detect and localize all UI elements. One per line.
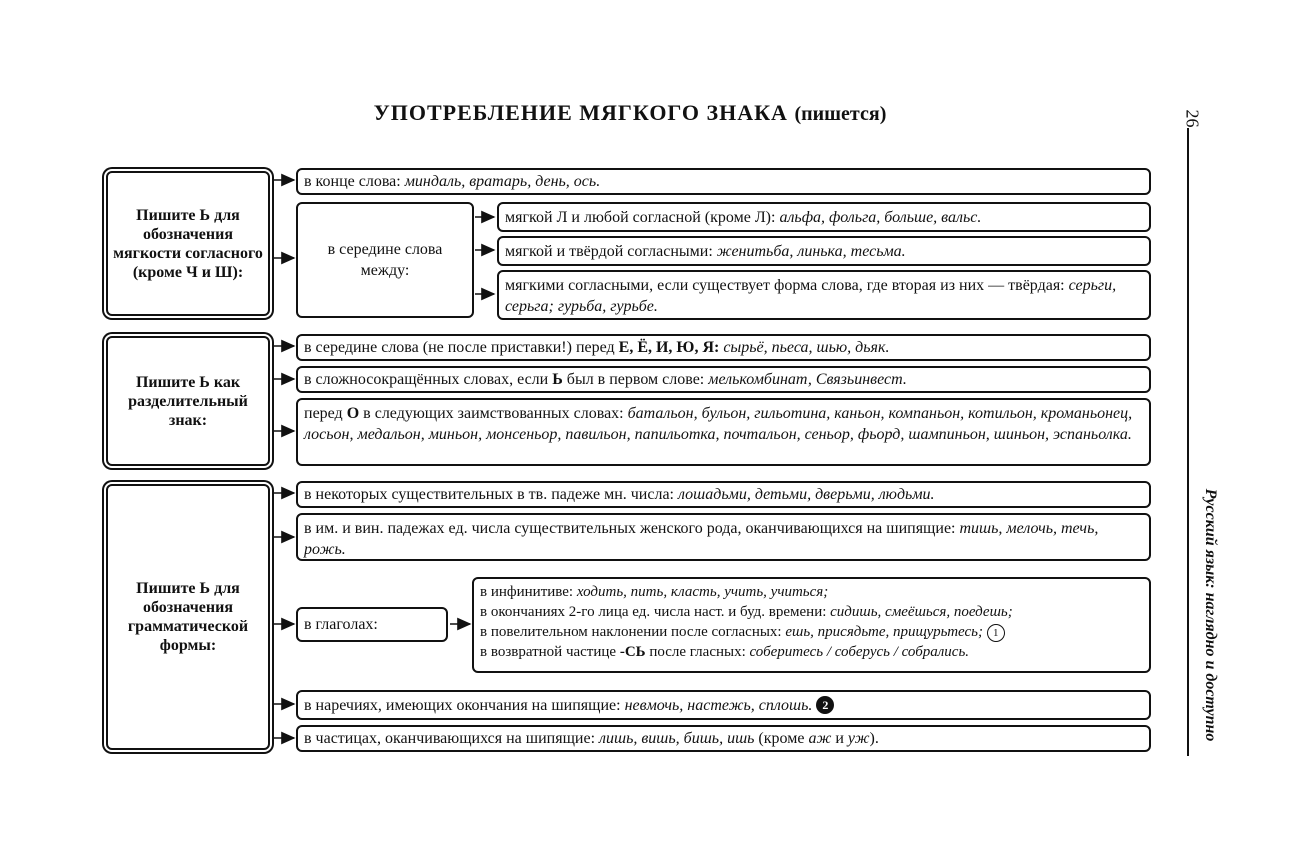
verb-rule [480,602,1143,622]
rule-text: после гласных: [649,644,746,660]
rule-row [296,334,1151,361]
verbs-details [472,577,1151,673]
rule-row [296,398,1151,466]
rule-row [497,236,1151,266]
rule-row [296,725,1151,752]
rule-examples: ешь, присядьте, прищурьтесь; [785,624,983,640]
rule-text: (кроме [758,730,805,747]
section-label-separator: Пишите Ь как разделительный знак: [106,336,270,466]
page-number: 26 [1182,109,1203,128]
sub-rule-box [296,202,474,318]
verb-rule [480,642,1143,662]
rule-examples: альфа, фольга, больше, вальс. [779,208,982,226]
rule-examples: ходить, пить, класть, учить, учиться; [576,584,829,600]
page-title-note: (пишется) [794,103,887,125]
verbs-box [296,607,448,642]
rule-text: в середине слова между: [327,241,443,279]
rule-text: в некоторых существительных в тв. падеже мн. числа: [304,486,674,503]
section-label-grammar: Пишите Ь для обозначения грамматической формы: [106,484,270,750]
rule-examples: тишь, мелочь, течь, рожь. [304,520,1099,558]
rule-text: в инфинитиве: [480,584,574,600]
verb-rule [480,582,1143,602]
rule-bold: Ь [552,371,563,388]
rule-examples: серьги, серьга; гурьба, гурьбе. [505,277,1117,315]
rule-text: мягкой и твёрдой согласными: [505,242,713,260]
rule-row [296,366,1151,393]
rule-examples: сидишь, смеёшься, поедешь; [830,604,1013,620]
rule-text: в частицах, оканчивающихся на шипящие: [304,730,596,747]
rule-text: в следующих заимствованных словах: [363,405,624,422]
side-caption-text: Русский язык: наглядно и доступно [1202,488,1219,742]
rule-text: и [835,730,844,747]
rule-examples: мелькомбинат, Связьинвест. [708,371,907,388]
rule-examples: сырьё, пьеса, шью, дьяк. [723,339,890,356]
rule-text: в повелительном наклонении после согласных: [480,624,782,640]
rule-text: в конце слова: [304,173,401,190]
rule-row [497,270,1151,320]
rule-row [296,513,1151,561]
rule-text: мягкой Л и любой согласной (кроме Л): [505,208,776,226]
note-marker: 1 [987,624,1005,642]
rule-examples: аж [808,730,832,747]
rule-text: в глаголах: [304,616,378,633]
page-title-text: УПОТРЕБЛЕНИЕ МЯГКОГО ЗНАКА [373,100,788,125]
rule-examples: уж [847,730,870,747]
rule-text: в им. и вин. падежах ед. числа существительных женского рода, оканчивающихся на шипящие: [304,520,956,537]
rule-text: ). [869,730,879,747]
rule-row [497,202,1151,232]
rule-text: в середине слова (не после приставки!) перед [304,339,615,356]
rule-text: в возвратной частице [480,644,617,660]
rule-examples: соберитесь / соберусь / собрались. [749,644,970,660]
rule-examples: невмочь, настежь, сплошь. [624,696,813,714]
rule-bold: О [346,405,360,422]
rule-row [296,481,1151,508]
rule-examples: лошадьми, детьми, дверьми, людьми. [678,486,935,503]
rule-row [296,168,1151,195]
rule-row [296,690,1151,720]
note-marker: 2 [816,696,834,714]
rule-examples: женитьба, линька, тесьма. [716,242,906,260]
rule-text: в сложносокращённых словах, если [304,371,549,388]
rule-examples: батальон, бульон, гильотина, каньон, компаньон, котильон, кроманьонец, лосьон, медальон, миньон, монсеньор, павильон, папильотка, почтальон, сеньор, фьорд, шампиньон, шиньон, эспаньолка. [304,405,1133,443]
rule-text: в наречиях, имеющих окончания на шипящие: [304,696,621,714]
rule-examples: лишь, вишь, бишь, ишь [599,730,755,747]
rule-text: в окончаниях 2-го лица ед. числа наст. и буд. времени: [480,604,827,620]
rule-bold: Е, Ё, И, Ю, Я: [618,339,720,356]
rule-text: был в первом слове: [566,371,705,388]
verb-rule [480,622,1143,642]
rule-text: мягкими согласными, если существует форма слова, где вторая из них — твёрдая: [505,277,1065,294]
rule-examples: миндаль, вратарь, день, ось. [404,173,601,190]
rule-text: перед [304,405,343,422]
section-label-softness: Пишите Ь для обозначения мягкости согласного (кроме Ч и Ш): [106,171,270,316]
rule-bold: -СЬ [619,644,646,660]
